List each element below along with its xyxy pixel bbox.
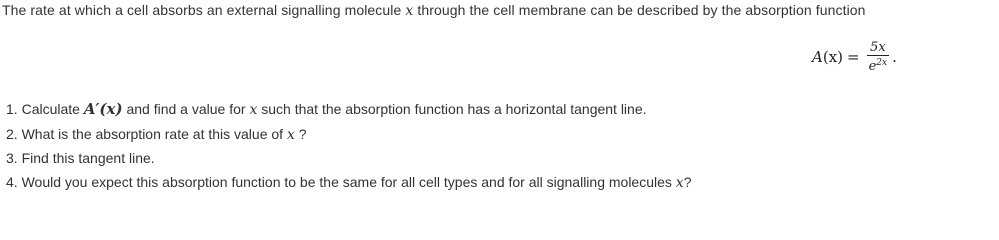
question-3-text: Find this tangent line. — [21, 150, 155, 166]
formula-function-name: A — [812, 48, 823, 66]
question-4 — [6, 171, 996, 196]
absorption-function-formula — [812, 37, 897, 77]
question-4-text-a: Would you expect this absorption function to be the same for all cell types and for all signalling molecules — [21, 173, 676, 190]
formula-numerator: 5x — [870, 40, 886, 55]
question-1-text-a: Calculate — [21, 101, 84, 117]
question-2-text-a: What is the absorption rate at this value of — [21, 125, 287, 142]
formula-denominator — [867, 56, 890, 74]
question-3 — [6, 147, 996, 171]
question-1-variable: x — [249, 102, 258, 118]
question-1-number: 1. — [6, 101, 22, 117]
question-2-variable: x — [286, 126, 295, 143]
intro-paragraph — [2, 2, 997, 20]
question-2-number: 2. — [6, 125, 22, 142]
question-1-text-c: such that the absorption function has a horizontal tangent line. — [257, 101, 647, 117]
denominator-exponent: 2x — [876, 58, 888, 68]
question-list — [6, 98, 996, 195]
question-2 — [6, 123, 996, 148]
question-1-derivative: A′(x) — [83, 100, 123, 118]
intro-text-start: The rate at which a cell absorbs an external signalling molecule — [2, 2, 406, 18]
question-1-text-b: and find a value for — [122, 101, 250, 117]
formula-fraction — [867, 40, 890, 74]
denominator-base: e — [868, 59, 877, 74]
intro-variable: x — [405, 3, 414, 19]
formula-equals: = — [847, 48, 860, 66]
intro-text-end: through the cell membrane can be described by the absorption function — [413, 2, 866, 18]
question-3-number: 3. — [6, 150, 22, 166]
question-1 — [6, 98, 996, 123]
question-2-text-b: ? — [294, 125, 307, 142]
question-4-variable: x — [675, 174, 684, 191]
formula-argument: (x) — [822, 48, 844, 66]
question-4-text-b: ? — [683, 173, 692, 190]
question-4-number: 4. — [6, 173, 22, 190]
formula-period: . — [892, 48, 897, 66]
